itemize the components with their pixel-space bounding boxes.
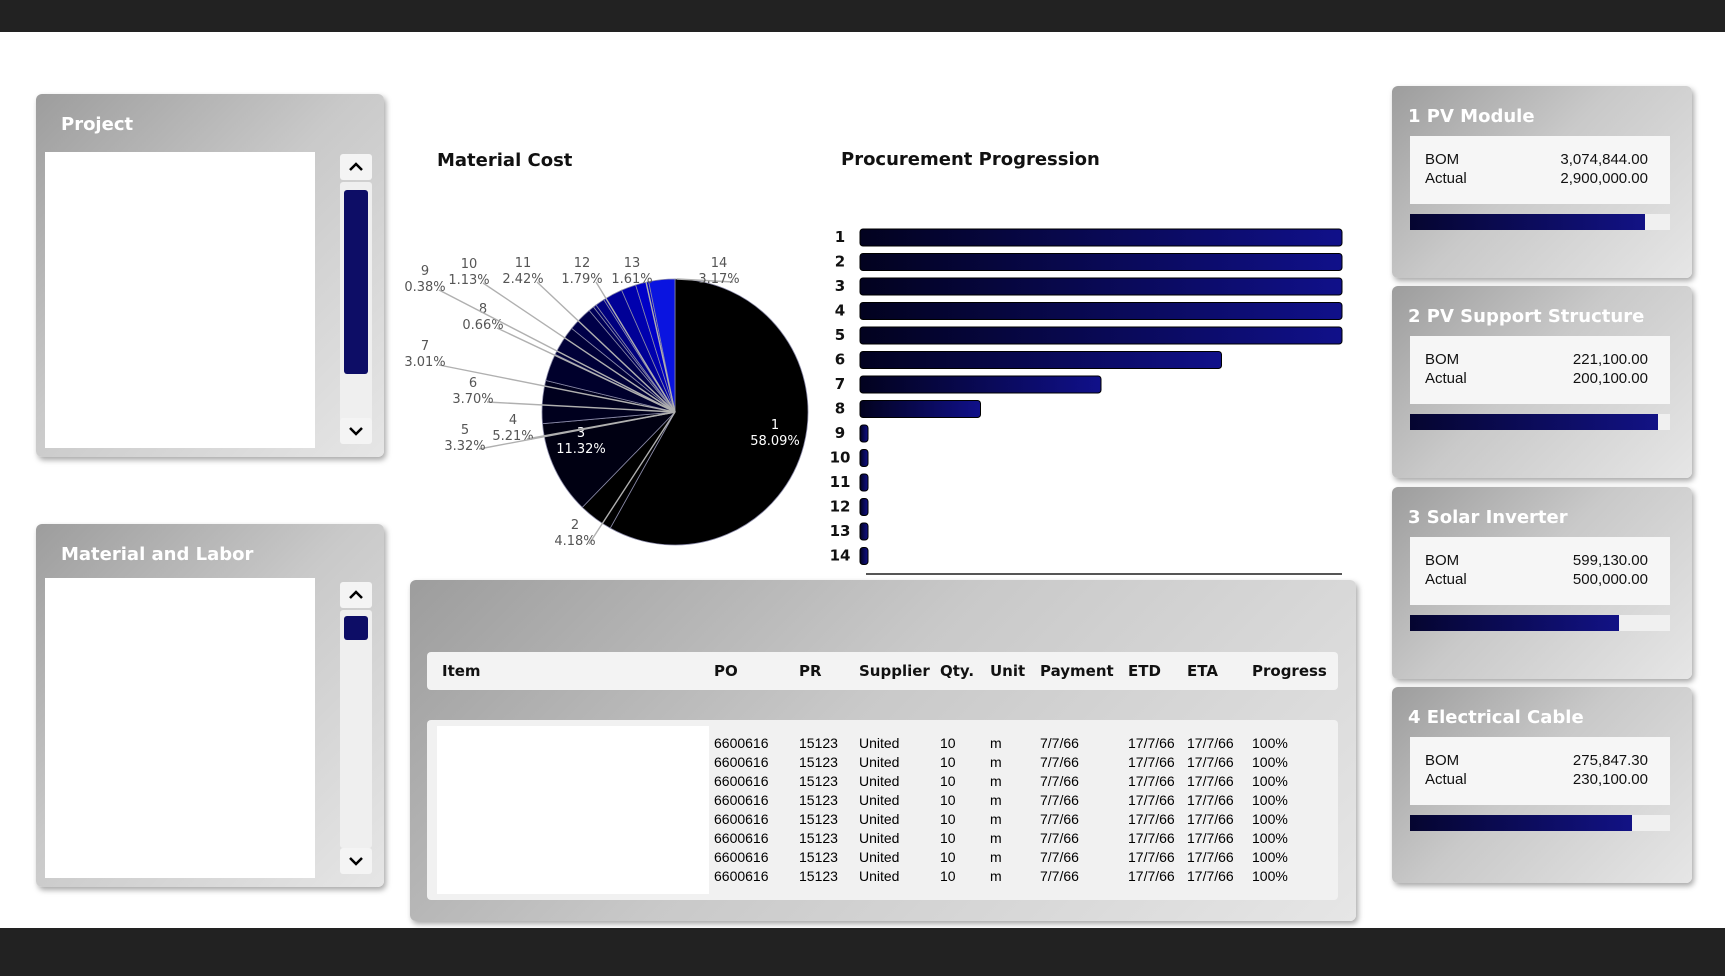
kpi-card-title: 3 Solar Inverter bbox=[1408, 507, 1568, 528]
col-progress[interactable]: Progress bbox=[1252, 662, 1327, 680]
material-cost-pie-chart bbox=[395, 222, 825, 572]
bar-4[interactable] bbox=[860, 303, 1342, 320]
table-cell-eta: 17/7/66 bbox=[1187, 773, 1234, 789]
table-cell-qty: 10 bbox=[940, 849, 956, 865]
pie-value-label-9: 0.38% bbox=[404, 280, 446, 295]
col-unit[interactable]: Unit bbox=[990, 662, 1026, 680]
table-cell-qty: 10 bbox=[940, 735, 956, 751]
table-cell-eta: 17/7/66 bbox=[1187, 811, 1234, 827]
po-table-header bbox=[427, 652, 1338, 690]
bom-label: BOM bbox=[1425, 552, 1460, 569]
pie-value-label-13: 1.61% bbox=[611, 272, 653, 287]
kpi-card-values bbox=[1410, 136, 1670, 204]
table-cell-pr: 15123 bbox=[799, 792, 838, 808]
chevron-down-icon bbox=[348, 856, 364, 866]
pie-label-3: 3 bbox=[576, 426, 586, 441]
table-cell-unit: m bbox=[990, 830, 1002, 846]
table-cell-payment: 7/7/66 bbox=[1040, 811, 1079, 827]
table-cell-pr: 15123 bbox=[799, 735, 838, 751]
table-row[interactable] bbox=[427, 830, 1338, 849]
col-qty[interactable]: Qty. bbox=[940, 662, 975, 680]
table-cell-supplier: United bbox=[859, 868, 900, 884]
material-cost-title: Material Cost bbox=[437, 150, 573, 171]
bar-category-label-14: 14 bbox=[829, 546, 851, 565]
bom-label: BOM bbox=[1425, 752, 1460, 769]
bom-value: 221,100.00 bbox=[1572, 351, 1648, 368]
kpi-progress-bar bbox=[1410, 214, 1670, 230]
actual-label: Actual bbox=[1425, 170, 1467, 187]
pie-value-label-8: 0.66% bbox=[462, 318, 504, 333]
po-table-panel bbox=[410, 580, 1356, 921]
table-cell-eta: 17/7/66 bbox=[1187, 868, 1234, 884]
table-cell-qty: 10 bbox=[940, 811, 956, 827]
kpi-progress-bar bbox=[1410, 414, 1670, 430]
actual-value: 230,100.00 bbox=[1572, 771, 1648, 788]
pie-value-label-10: 1.13% bbox=[448, 273, 490, 288]
pie-value-label-7: 3.01% bbox=[404, 355, 446, 370]
table-cell-eta: 17/7/66 bbox=[1187, 792, 1234, 808]
pie-label-9: 9 bbox=[420, 264, 430, 279]
bar-category-label-8: 8 bbox=[834, 399, 846, 418]
bom-value: 599,130.00 bbox=[1572, 552, 1648, 569]
kpi-progress-fill bbox=[1410, 214, 1645, 230]
bar-11[interactable] bbox=[860, 474, 868, 491]
kpi-card[interactable] bbox=[1392, 86, 1692, 278]
material-labor-filter-panel bbox=[36, 524, 384, 887]
kpi-progress-fill bbox=[1410, 414, 1658, 430]
table-cell-progress: 100% bbox=[1252, 811, 1288, 827]
pie-value-label-3: 11.32% bbox=[556, 442, 606, 457]
table-cell-unit: m bbox=[990, 792, 1002, 808]
kpi-progress-fill bbox=[1410, 615, 1619, 631]
kpi-card-title: 1 PV Module bbox=[1408, 106, 1535, 127]
table-cell-progress: 100% bbox=[1252, 735, 1288, 751]
table-cell-unit: m bbox=[990, 849, 1002, 865]
bar-category-label-2: 2 bbox=[834, 252, 846, 271]
pie-label-12: 12 bbox=[573, 256, 591, 271]
bar-10[interactable] bbox=[860, 450, 868, 467]
pie-value-label-11: 2.42% bbox=[502, 272, 544, 287]
table-cell-payment: 7/7/66 bbox=[1040, 773, 1079, 789]
actual-value: 200,100.00 bbox=[1572, 370, 1648, 387]
table-row[interactable] bbox=[427, 811, 1338, 830]
pie-label-11: 11 bbox=[514, 256, 532, 271]
pie-value-label-1: 58.09% bbox=[750, 434, 800, 449]
table-cell-payment: 7/7/66 bbox=[1040, 754, 1079, 770]
pie-value-label-6: 3.70% bbox=[452, 392, 494, 407]
table-cell-eta: 17/7/66 bbox=[1187, 735, 1234, 751]
pie-label-14: 14 bbox=[710, 256, 728, 271]
table-cell-qty: 10 bbox=[940, 868, 956, 884]
table-row[interactable] bbox=[427, 868, 1338, 887]
bar-category-label-7: 7 bbox=[834, 375, 846, 393]
po-table-body bbox=[427, 720, 1338, 900]
kpi-progress-bar bbox=[1410, 615, 1670, 631]
pie-value-label-12: 1.79% bbox=[561, 272, 603, 287]
col-etd[interactable]: ETD bbox=[1128, 662, 1161, 680]
table-cell-progress: 100% bbox=[1252, 868, 1288, 884]
table-cell-progress: 100% bbox=[1252, 754, 1288, 770]
col-po[interactable]: PO bbox=[714, 662, 738, 680]
table-cell-unit: m bbox=[990, 754, 1002, 770]
pie-label-5: 5 bbox=[460, 423, 470, 438]
table-cell-progress: 100% bbox=[1252, 849, 1288, 865]
table-cell-unit: m bbox=[990, 811, 1002, 827]
material-labor-list[interactable] bbox=[45, 578, 315, 878]
kpi-card[interactable] bbox=[1392, 487, 1692, 679]
bar-category-label-9: 9 bbox=[834, 424, 846, 442]
table-cell-progress: 100% bbox=[1252, 830, 1288, 846]
table-cell-pr: 15123 bbox=[799, 773, 838, 789]
pie-label-4: 4 bbox=[508, 413, 518, 428]
bar-category-label-10: 10 bbox=[829, 448, 851, 467]
col-eta[interactable]: ETA bbox=[1187, 662, 1218, 680]
bar-5[interactable] bbox=[860, 327, 1342, 344]
table-cell-unit: m bbox=[990, 735, 1002, 751]
project-scroll-down-button[interactable] bbox=[340, 418, 372, 444]
table-cell-etd: 17/7/66 bbox=[1128, 735, 1175, 751]
bar-9[interactable] bbox=[860, 425, 868, 442]
table-cell-po: 6600616 bbox=[714, 849, 769, 865]
project-scroll-thumb[interactable] bbox=[344, 190, 368, 374]
pie-label-7: 7 bbox=[420, 339, 430, 354]
kpi-card[interactable] bbox=[1392, 687, 1692, 883]
dashboard-canvas bbox=[0, 32, 1725, 928]
table-cell-po: 6600616 bbox=[714, 754, 769, 770]
col-supplier[interactable]: Supplier bbox=[859, 662, 930, 680]
project-scroll-up-button[interactable] bbox=[340, 154, 372, 180]
table-cell-payment: 7/7/66 bbox=[1040, 849, 1079, 865]
col-item[interactable]: Item bbox=[442, 662, 481, 680]
table-row[interactable] bbox=[427, 735, 1338, 754]
actual-label: Actual bbox=[1425, 771, 1467, 788]
kpi-card-values bbox=[1410, 336, 1670, 404]
actual-label: Actual bbox=[1425, 370, 1467, 387]
material-labor-scroll-down-button[interactable] bbox=[340, 848, 372, 874]
bar-14[interactable] bbox=[860, 548, 868, 565]
col-payment[interactable]: Payment bbox=[1040, 662, 1114, 680]
table-cell-qty: 10 bbox=[940, 792, 956, 808]
table-cell-supplier: United bbox=[859, 849, 900, 865]
bar-13[interactable] bbox=[860, 523, 868, 540]
bom-value: 3,074,844.00 bbox=[1560, 151, 1648, 168]
table-cell-qty: 10 bbox=[940, 754, 956, 770]
table-cell-pr: 15123 bbox=[799, 868, 838, 884]
bar-2[interactable] bbox=[860, 254, 1342, 271]
table-cell-pr: 15123 bbox=[799, 754, 838, 770]
table-cell-progress: 100% bbox=[1252, 792, 1288, 808]
kpi-card-values bbox=[1410, 737, 1670, 805]
bom-label: BOM bbox=[1425, 151, 1460, 168]
bar-category-label-6: 6 bbox=[834, 350, 846, 369]
table-row[interactable] bbox=[427, 849, 1338, 868]
table-cell-eta: 17/7/66 bbox=[1187, 849, 1234, 865]
bar-category-label-3: 3 bbox=[834, 277, 846, 295]
bar-12[interactable] bbox=[860, 499, 868, 516]
table-cell-supplier: United bbox=[859, 735, 900, 751]
project-list[interactable] bbox=[45, 152, 315, 448]
chevron-up-icon bbox=[348, 590, 364, 600]
bar-category-label-5: 5 bbox=[834, 326, 846, 344]
table-cell-po: 6600616 bbox=[714, 811, 769, 827]
table-cell-po: 6600616 bbox=[714, 735, 769, 751]
table-cell-pr: 15123 bbox=[799, 811, 838, 827]
bar-1[interactable] bbox=[860, 229, 1342, 246]
kpi-card[interactable] bbox=[1392, 286, 1692, 478]
table-cell-pr: 15123 bbox=[799, 830, 838, 846]
actual-value: 500,000.00 bbox=[1572, 571, 1648, 588]
bar-category-label-1: 1 bbox=[834, 228, 846, 246]
table-cell-po: 6600616 bbox=[714, 792, 769, 808]
bar-category-label-11: 11 bbox=[829, 473, 851, 491]
table-cell-po: 6600616 bbox=[714, 773, 769, 789]
pie-value-label-14: 3.17% bbox=[698, 272, 740, 287]
table-cell-payment: 7/7/66 bbox=[1040, 735, 1079, 751]
bar-8[interactable] bbox=[860, 401, 981, 418]
col-pr[interactable]: PR bbox=[799, 662, 822, 680]
table-cell-pr: 15123 bbox=[799, 849, 838, 865]
bom-value: 275,847.30 bbox=[1572, 752, 1648, 769]
chevron-up-icon bbox=[348, 162, 364, 172]
table-cell-etd: 17/7/66 bbox=[1128, 754, 1175, 770]
table-cell-supplier: United bbox=[859, 754, 900, 770]
pie-label-1: 1 bbox=[770, 418, 780, 433]
table-cell-qty: 10 bbox=[940, 773, 956, 789]
table-cell-payment: 7/7/66 bbox=[1040, 792, 1079, 808]
table-cell-payment: 7/7/66 bbox=[1040, 830, 1079, 846]
table-cell-po: 6600616 bbox=[714, 830, 769, 846]
table-cell-supplier: United bbox=[859, 811, 900, 827]
pie-label-6: 6 bbox=[468, 376, 478, 391]
kpi-progress-bar bbox=[1410, 815, 1670, 831]
actual-value: 2,900,000.00 bbox=[1560, 170, 1648, 187]
table-cell-etd: 17/7/66 bbox=[1128, 773, 1175, 789]
table-cell-supplier: United bbox=[859, 773, 900, 789]
bar-category-label-13: 13 bbox=[829, 522, 851, 540]
table-cell-po: 6600616 bbox=[714, 868, 769, 884]
bar-category-label-4: 4 bbox=[834, 301, 846, 320]
table-cell-unit: m bbox=[990, 868, 1002, 884]
project-filter-panel bbox=[36, 94, 384, 457]
material-labor-scroll-up-button[interactable] bbox=[340, 582, 372, 608]
bar-3[interactable] bbox=[860, 278, 1342, 295]
material-labor-scrollbar[interactable] bbox=[340, 610, 372, 848]
table-cell-etd: 17/7/66 bbox=[1128, 868, 1175, 884]
material-labor-scroll-thumb[interactable] bbox=[344, 616, 368, 640]
material-labor-filter-title: Material and Labor bbox=[61, 544, 254, 565]
pie-value-label-4: 5.21% bbox=[492, 429, 534, 444]
table-row[interactable] bbox=[427, 773, 1338, 792]
pie-label-8: 8 bbox=[478, 302, 488, 317]
pie-label-10: 10 bbox=[460, 257, 478, 272]
kpi-card-values bbox=[1410, 537, 1670, 605]
kpi-progress-fill bbox=[1410, 815, 1632, 831]
chevron-down-icon bbox=[348, 426, 364, 436]
bom-label: BOM bbox=[1425, 351, 1460, 368]
kpi-card-title: 4 Electrical Cable bbox=[1408, 707, 1584, 728]
bar-6[interactable] bbox=[860, 352, 1222, 369]
pie-value-label-2: 4.18% bbox=[554, 534, 596, 549]
pie-label-13: 13 bbox=[623, 256, 641, 271]
table-cell-progress: 100% bbox=[1252, 773, 1288, 789]
table-cell-etd: 17/7/66 bbox=[1128, 811, 1175, 827]
bar-7[interactable] bbox=[860, 376, 1101, 393]
pie-label-2: 2 bbox=[570, 518, 580, 533]
kpi-card-title: 2 PV Support Structure bbox=[1408, 306, 1645, 327]
table-cell-payment: 7/7/66 bbox=[1040, 868, 1079, 884]
table-cell-eta: 17/7/66 bbox=[1187, 754, 1234, 770]
pie-value-label-5: 3.32% bbox=[444, 439, 486, 454]
table-cell-supplier: United bbox=[859, 830, 900, 846]
project-filter-title: Project bbox=[61, 114, 134, 135]
table-cell-etd: 17/7/66 bbox=[1128, 830, 1175, 846]
table-row[interactable] bbox=[427, 792, 1338, 811]
table-cell-eta: 17/7/66 bbox=[1187, 830, 1234, 846]
table-cell-qty: 10 bbox=[940, 830, 956, 846]
table-cell-etd: 17/7/66 bbox=[1128, 792, 1175, 808]
table-cell-etd: 17/7/66 bbox=[1128, 849, 1175, 865]
table-cell-unit: m bbox=[990, 773, 1002, 789]
procurement-title: Procurement Progression bbox=[841, 149, 1100, 170]
actual-label: Actual bbox=[1425, 571, 1467, 588]
table-row[interactable] bbox=[427, 754, 1338, 773]
procurement-bar-chart bbox=[820, 187, 1350, 607]
bar-category-label-12: 12 bbox=[829, 497, 851, 516]
table-cell-supplier: United bbox=[859, 792, 900, 808]
po-table-rows bbox=[427, 735, 1338, 895]
